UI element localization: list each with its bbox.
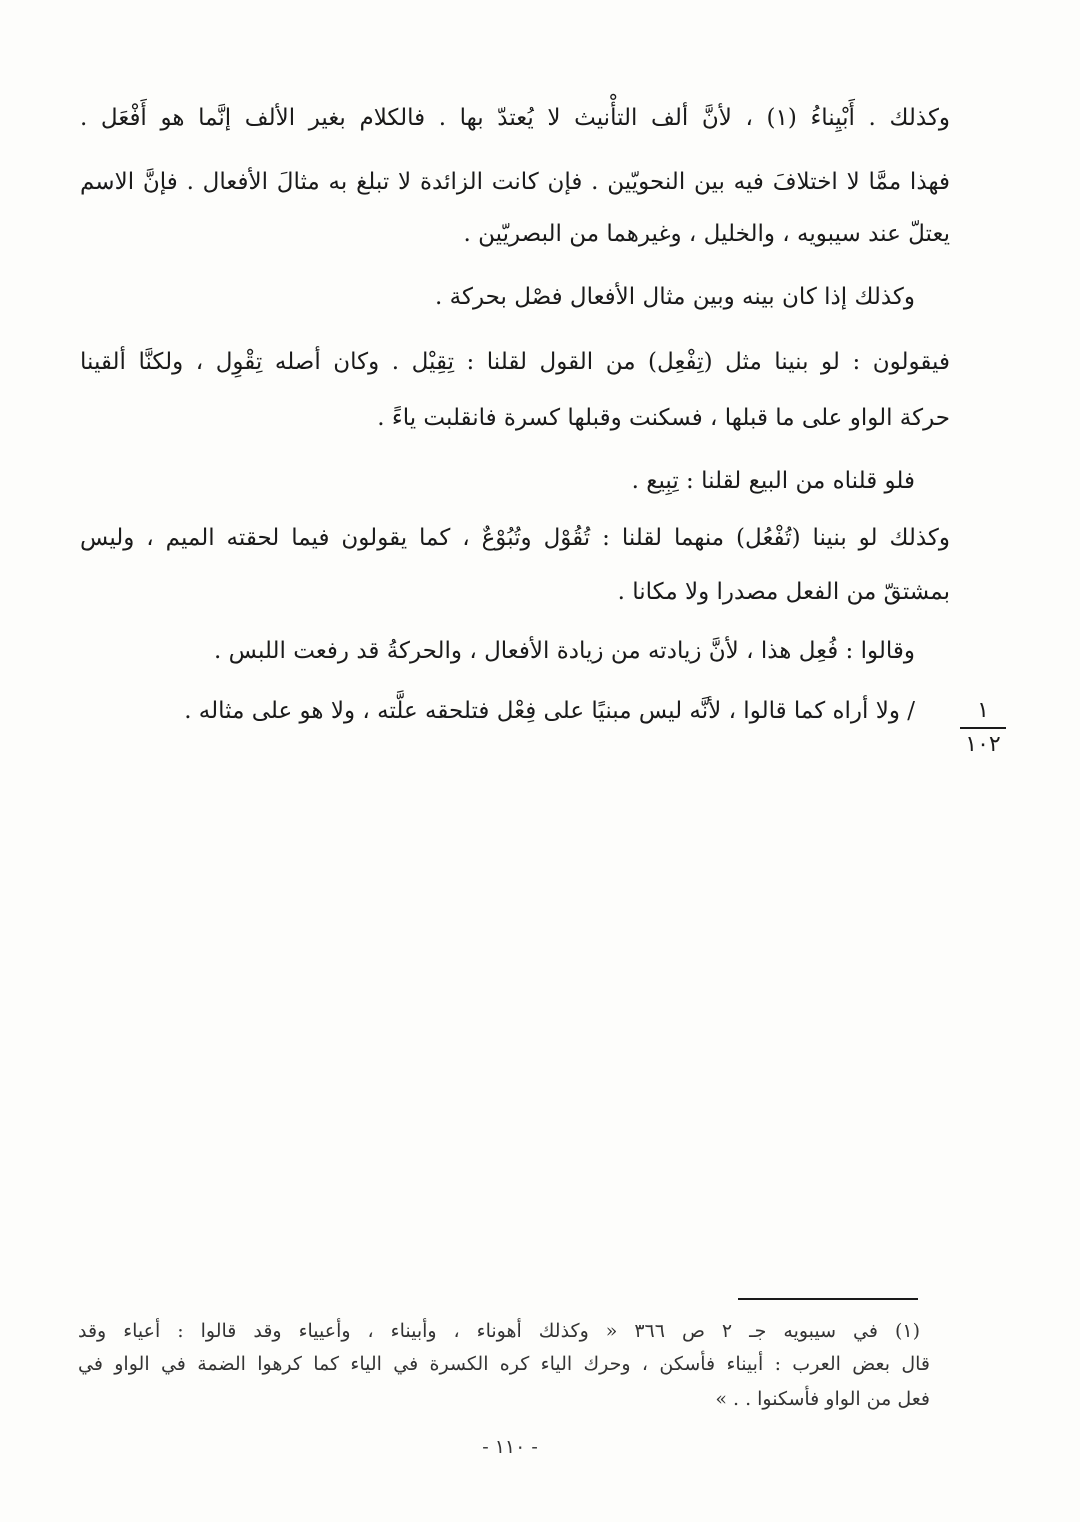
footnote-line-3: فعل من الواو فأسكنوا . . » — [715, 1388, 930, 1410]
footnote-separator — [738, 1298, 918, 1300]
footnote-line-1: (١) في سيبويه جـ ٢ ص ٣٦٦ « وكذلك أهوناء ، وأبيناء ، وأعيياء وقد قالوا : أعياء وقد — [78, 1320, 920, 1342]
page-number: - ١١٠ - — [482, 1436, 538, 1458]
body-line-3: يعتلّ عند سيبويه ، والخليل ، وغيرهما من البصريّين . — [463, 221, 950, 247]
body-line-11: / ولا أراه كما قالوا ، لأنَّه ليس مبنيًا على فِعْل فتلحقه علَّته ، ولا هو على مثاله . — [184, 698, 915, 724]
body-line-8: وكذلك لو بنينا (تُفْعُل) منهما لقلنا : تُقُوْل وتُبُوْعٌ ، كما يقولون فيما لحقته الميم ، وليس — [80, 525, 950, 551]
body-line-7: فلو قلناه من البيع لقلنا : تِبِيع . — [631, 468, 915, 494]
margin-folio-top: ١ — [977, 698, 989, 723]
body-line-9: بمشتقّ من الفعل مصدرا ولا مكانا . — [617, 579, 950, 605]
margin-folio-reference — [958, 698, 1008, 758]
margin-folio-bottom: ١٠٢ — [965, 732, 1001, 757]
body-line-2: فهذا ممَّا لا اختلافَ فيه بين النحويّين . فإن كانت الزائدة لا تبلغ به مثالَ الأفعال . فإنَّ الاسم — [80, 169, 950, 195]
body-line-10: وقالوا : فُعِل هذا ، لأنَّ زيادته من زيادة الأفعال ، والحركةُ قد رفعت اللبس . — [214, 638, 915, 664]
body-line-4: وكذلك إذا كان بينه وبين مثال الأفعال فصْل بحركة . — [435, 284, 915, 310]
footnote-line-2: قال بعض العرب : أبيناء فأسكن ، وحرك الياء كره الكسرة في الياء كما كرهوا الضمة في الواو في — [78, 1353, 930, 1375]
body-line-5: فيقولون : لو بنينا مثل (تِفْعِل) من القول لقلنا : تِقِيْل . وكان أصله تِقْوِل ، ولكنَّا ألقينا — [80, 349, 950, 375]
margin-folio-divider — [960, 727, 1006, 729]
body-line-1: وكذلك . أَبْيِناءُ (١) ، لأنَّ ألف التأْنيث لا يُعتدّ بها . فالكلام بغير الألف إنَّما هو أَفْعَل . — [80, 105, 951, 131]
body-line-6: حركة الواو على ما قبلها ، فسكنت وقبلها كسرة فانقلبت ياءً . — [377, 405, 950, 431]
